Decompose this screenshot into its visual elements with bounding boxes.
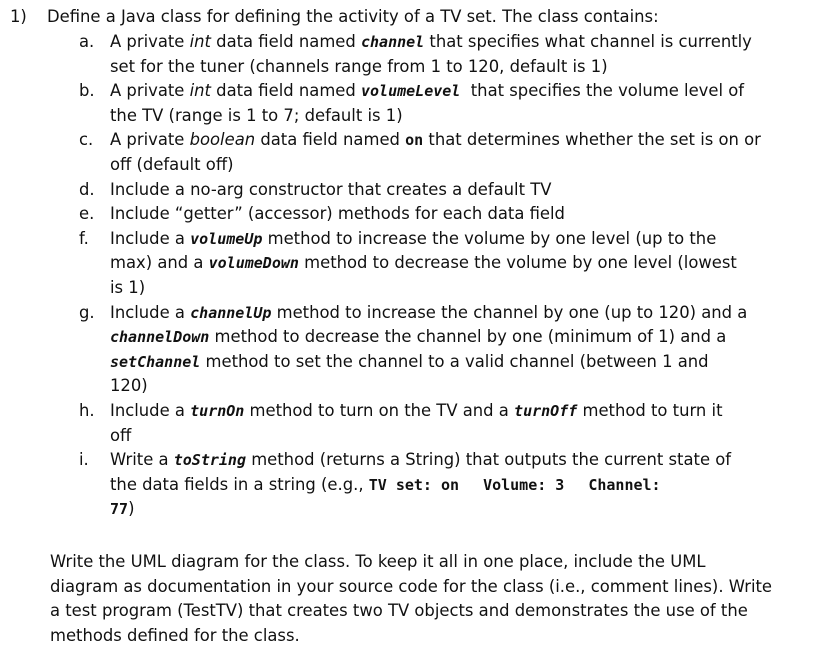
text-run: Include a: [110, 228, 191, 248]
item-f-line-3: is 1): [110, 277, 146, 297]
item-h-line-1: [110, 399, 780, 424]
item-i-line-3: [110, 497, 780, 522]
text-run: that specifies what channel is currently: [424, 32, 752, 51]
item-c-line-1: [110, 128, 780, 153]
item-b-line-2: the TV (range is 1 to 7; default is 1): [110, 105, 403, 125]
item-g-line-1: [110, 301, 780, 326]
text-run: data field named: [210, 32, 361, 51]
text-run: the data fields in a string (e.g.,: [110, 474, 369, 494]
list-marker: e.: [79, 204, 95, 224]
item-i-line-2: [110, 473, 780, 498]
item-g-line-3: [110, 350, 780, 375]
field-name-volume-level: volumeLevel: [360, 82, 461, 101]
text-run: data field named: [255, 130, 406, 150]
list-item-a: [0, 30, 816, 79]
field-name-channel: channel: [360, 33, 425, 51]
list-item-g: [0, 301, 816, 399]
question-intro: Define a Java class for defining the activity of a TV set. The class contains:: [47, 7, 659, 26]
method-name-turn-off: turnOff: [514, 401, 578, 420]
text-run: data field named: [210, 81, 361, 101]
closing-paragraph: [50, 550, 790, 648]
list-marker: f.: [79, 228, 89, 248]
example-output-volume: Volume: 3: [483, 475, 565, 494]
list-item-e: [0, 202, 816, 227]
list-item-c: [0, 128, 816, 177]
list-item-i: [0, 448, 816, 522]
text-run: method to increase the channel by one (up to 120) and a: [271, 302, 748, 322]
item-c-line-2: off (default off): [110, 154, 234, 174]
type-name: boolean: [189, 130, 256, 150]
item-f-line-2: [110, 251, 780, 276]
item-a-line-2: set for the tuner (channels range from 1 to 120, default is 1): [110, 56, 608, 76]
item-e-line-1: Include “getter” (accessor) methods for each data field: [110, 204, 565, 224]
method-name-turn-on: turnOn: [190, 401, 245, 420]
text-run: method (returns a String) that outputs the current state of: [246, 450, 732, 470]
item-d-line-1: Include a no-arg constructor that creates a default TV: [110, 179, 552, 199]
method-name-set-channel: setChannel: [110, 352, 201, 371]
list-marker: h.: [79, 400, 95, 420]
text-run: A private: [110, 130, 190, 150]
requirements-list: [0, 30, 816, 522]
method-name-to-string: toString: [173, 451, 246, 470]
text-run: ): [128, 499, 135, 519]
example-output-channel: Channel:: [588, 475, 661, 494]
item-a-line-1: [110, 30, 780, 55]
text-run: A private: [110, 32, 190, 51]
text-run: A private: [110, 81, 190, 101]
item-i-line-1: [110, 448, 780, 473]
method-name-channel-down: channelDown: [110, 328, 210, 347]
text-run: Include a: [110, 400, 191, 420]
method-name-channel-up: channelUp: [190, 303, 272, 322]
list-item-f: [0, 227, 816, 301]
list-marker: i.: [79, 450, 89, 470]
text-run: method to turn it: [577, 400, 723, 420]
closing-line-3: a test program (TestTV) that creates two TV objects and demonstrates the use of the: [50, 601, 748, 621]
item-g-line-2: [110, 325, 780, 350]
text-run: method to decrease the channel by one (minimum of 1) and a: [209, 327, 727, 347]
list-marker: g.: [79, 302, 95, 322]
list-marker: c.: [79, 130, 94, 150]
closing-line-1: Write the UML diagram for the class. To keep it all in one place, include the UML: [50, 552, 706, 571]
question-number: 1): [10, 7, 27, 26]
list-marker: d.: [79, 179, 95, 199]
closing-line-4: methods defined for the class.: [50, 625, 300, 645]
item-g-line-4: 120): [110, 376, 148, 396]
text-run: method to increase the volume by one level (up to the: [262, 228, 717, 248]
list-item-h: [0, 399, 816, 448]
field-name-on: on: [405, 131, 424, 150]
text-run: Include a: [110, 302, 191, 322]
example-output-tv-set: TV set: on: [368, 475, 460, 494]
text-run: that specifies the volume level of: [460, 81, 745, 101]
text-run: method to set the channel to a valid channel (between 1 and: [200, 351, 709, 371]
text-run: Write a: [110, 450, 174, 470]
type-name: int: [189, 81, 211, 101]
list-item-d: [0, 178, 816, 203]
method-name-volume-down: volumeDown: [208, 254, 299, 273]
method-name-volume-up: volumeUp: [190, 229, 263, 248]
list-marker: b.: [79, 81, 95, 101]
list-marker: a.: [79, 32, 95, 51]
closing-line-2: diagram as documentation in your source code for the class (i.e., comment lines). Write: [50, 576, 773, 596]
item-b-line-1: [110, 79, 780, 104]
type-name: int: [189, 32, 211, 51]
text-run: method to decrease the volume by one level (lowest: [298, 253, 737, 273]
text-run: method to turn on the TV and a: [244, 400, 515, 420]
list-item-b: [0, 79, 816, 128]
text-run: that determines whether the set is on or: [423, 130, 761, 150]
item-f-line-1: [110, 227, 780, 252]
text-run: max) and a: [110, 253, 209, 273]
example-output-channel-value: 77: [110, 500, 129, 519]
item-h-line-2: off: [110, 425, 132, 445]
